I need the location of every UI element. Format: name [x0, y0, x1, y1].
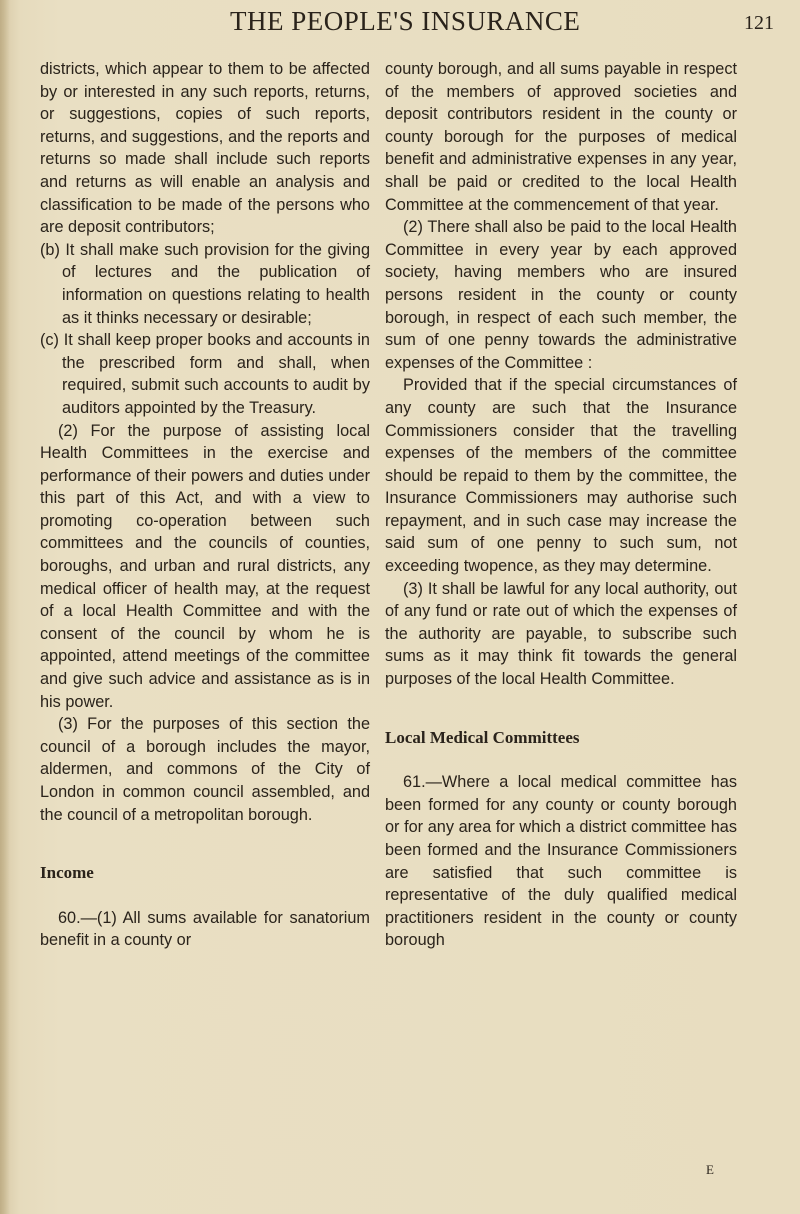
- left-column: [40, 58, 370, 952]
- right-column: [385, 58, 737, 952]
- section-heading-local-medical-committees: Local Medical Committees: [385, 727, 580, 747]
- subsection-2: (2) For the purpose of assisting local Health Committees in the exercise and performance of their powers and duties under this part of this Act, and with a view to promoting co-operation between such committees and the councils of counties, boroughs, and urban and rural districts, any medical officer of health may, at the request of a local Health Committee and with the consent of the council by whom he is appointed, attend meetings of the committee and give such advice and assistance as is in his power.: [40, 421, 370, 711]
- page-header: [0, 4, 800, 44]
- spine-shadow: [0, 0, 10, 1214]
- section-heading-income: Income: [40, 863, 94, 883]
- proviso: Provided that if the special circumstances of any county are such that the Insurance Commissioners consider that the travelling expenses of the members of the committee should be repaid to them by the committee, the Insurance Commissioners may authorise such repayment, and in such case may increase the said sum of one penny to such sum, not exceeding twopence, as they may determine.: [385, 376, 737, 576]
- section-60: 60.—(1) All sums available for sanatorium benefit in a county or: [40, 908, 370, 950]
- subsection-3: (3) For the purposes of this section the council of a borough includes the mayor, aldermen, and commons of the City of London in common council assembled, and the council of a metropolitan borough.: [40, 715, 370, 824]
- paragraph: districts, which appear to them to be affected by or interested in any such reports, returns, or suggestions, copies of such reports, returns, and suggestions, and the reports and returns so made shall include such reports and returns as will enable an analysis and classification to be made of the persons who are deposit contributors;: [40, 60, 370, 237]
- section-61: 61.—Where a local medical committee has been formed for any county or county borough or for any area for which a district committee has been formed and the Insurance Commissioners are satisfied that such committee is representative of the duly qualified medical practitioners resident in the county or county borough: [385, 773, 737, 950]
- clause-c: (c) It shall keep proper books and accounts in the prescribed form and shall, when required, submit such accounts to audit by auditors appointed by the Treasury.: [40, 331, 370, 417]
- page-number: 121: [744, 12, 774, 34]
- signature-mark: E: [706, 1162, 714, 1177]
- subsection-3: (3) It shall be lawful for any local authority, out of any fund or rate out of which the expenses of the authority are payable, to subscribe such sums as it may think fit towards the general purposes of the local Health Committee.: [385, 579, 737, 689]
- clause-b: (b) It shall make such provision for the giving of lectures and the publication of information on questions relating to health as it thinks necessary or desirable;: [40, 240, 370, 327]
- running-title: THE PEOPLE'S INSURANCE: [230, 6, 581, 36]
- subsection-2: (2) There shall also be paid to the local Health Committee in every year by each approved society, having members who are insured persons resident in the county or county borough, in respect of each such member, the sum of one penny towards the administrative expenses of the Committee :: [385, 218, 737, 372]
- paragraph: county borough, and all sums payable in respect of the members of approved societies and deposit contributors resident in the county or county borough for the purposes of medical benefit and administrative expenses in any year, shall be paid or credited to the local Health Committee at the commencement of that year.: [385, 60, 737, 214]
